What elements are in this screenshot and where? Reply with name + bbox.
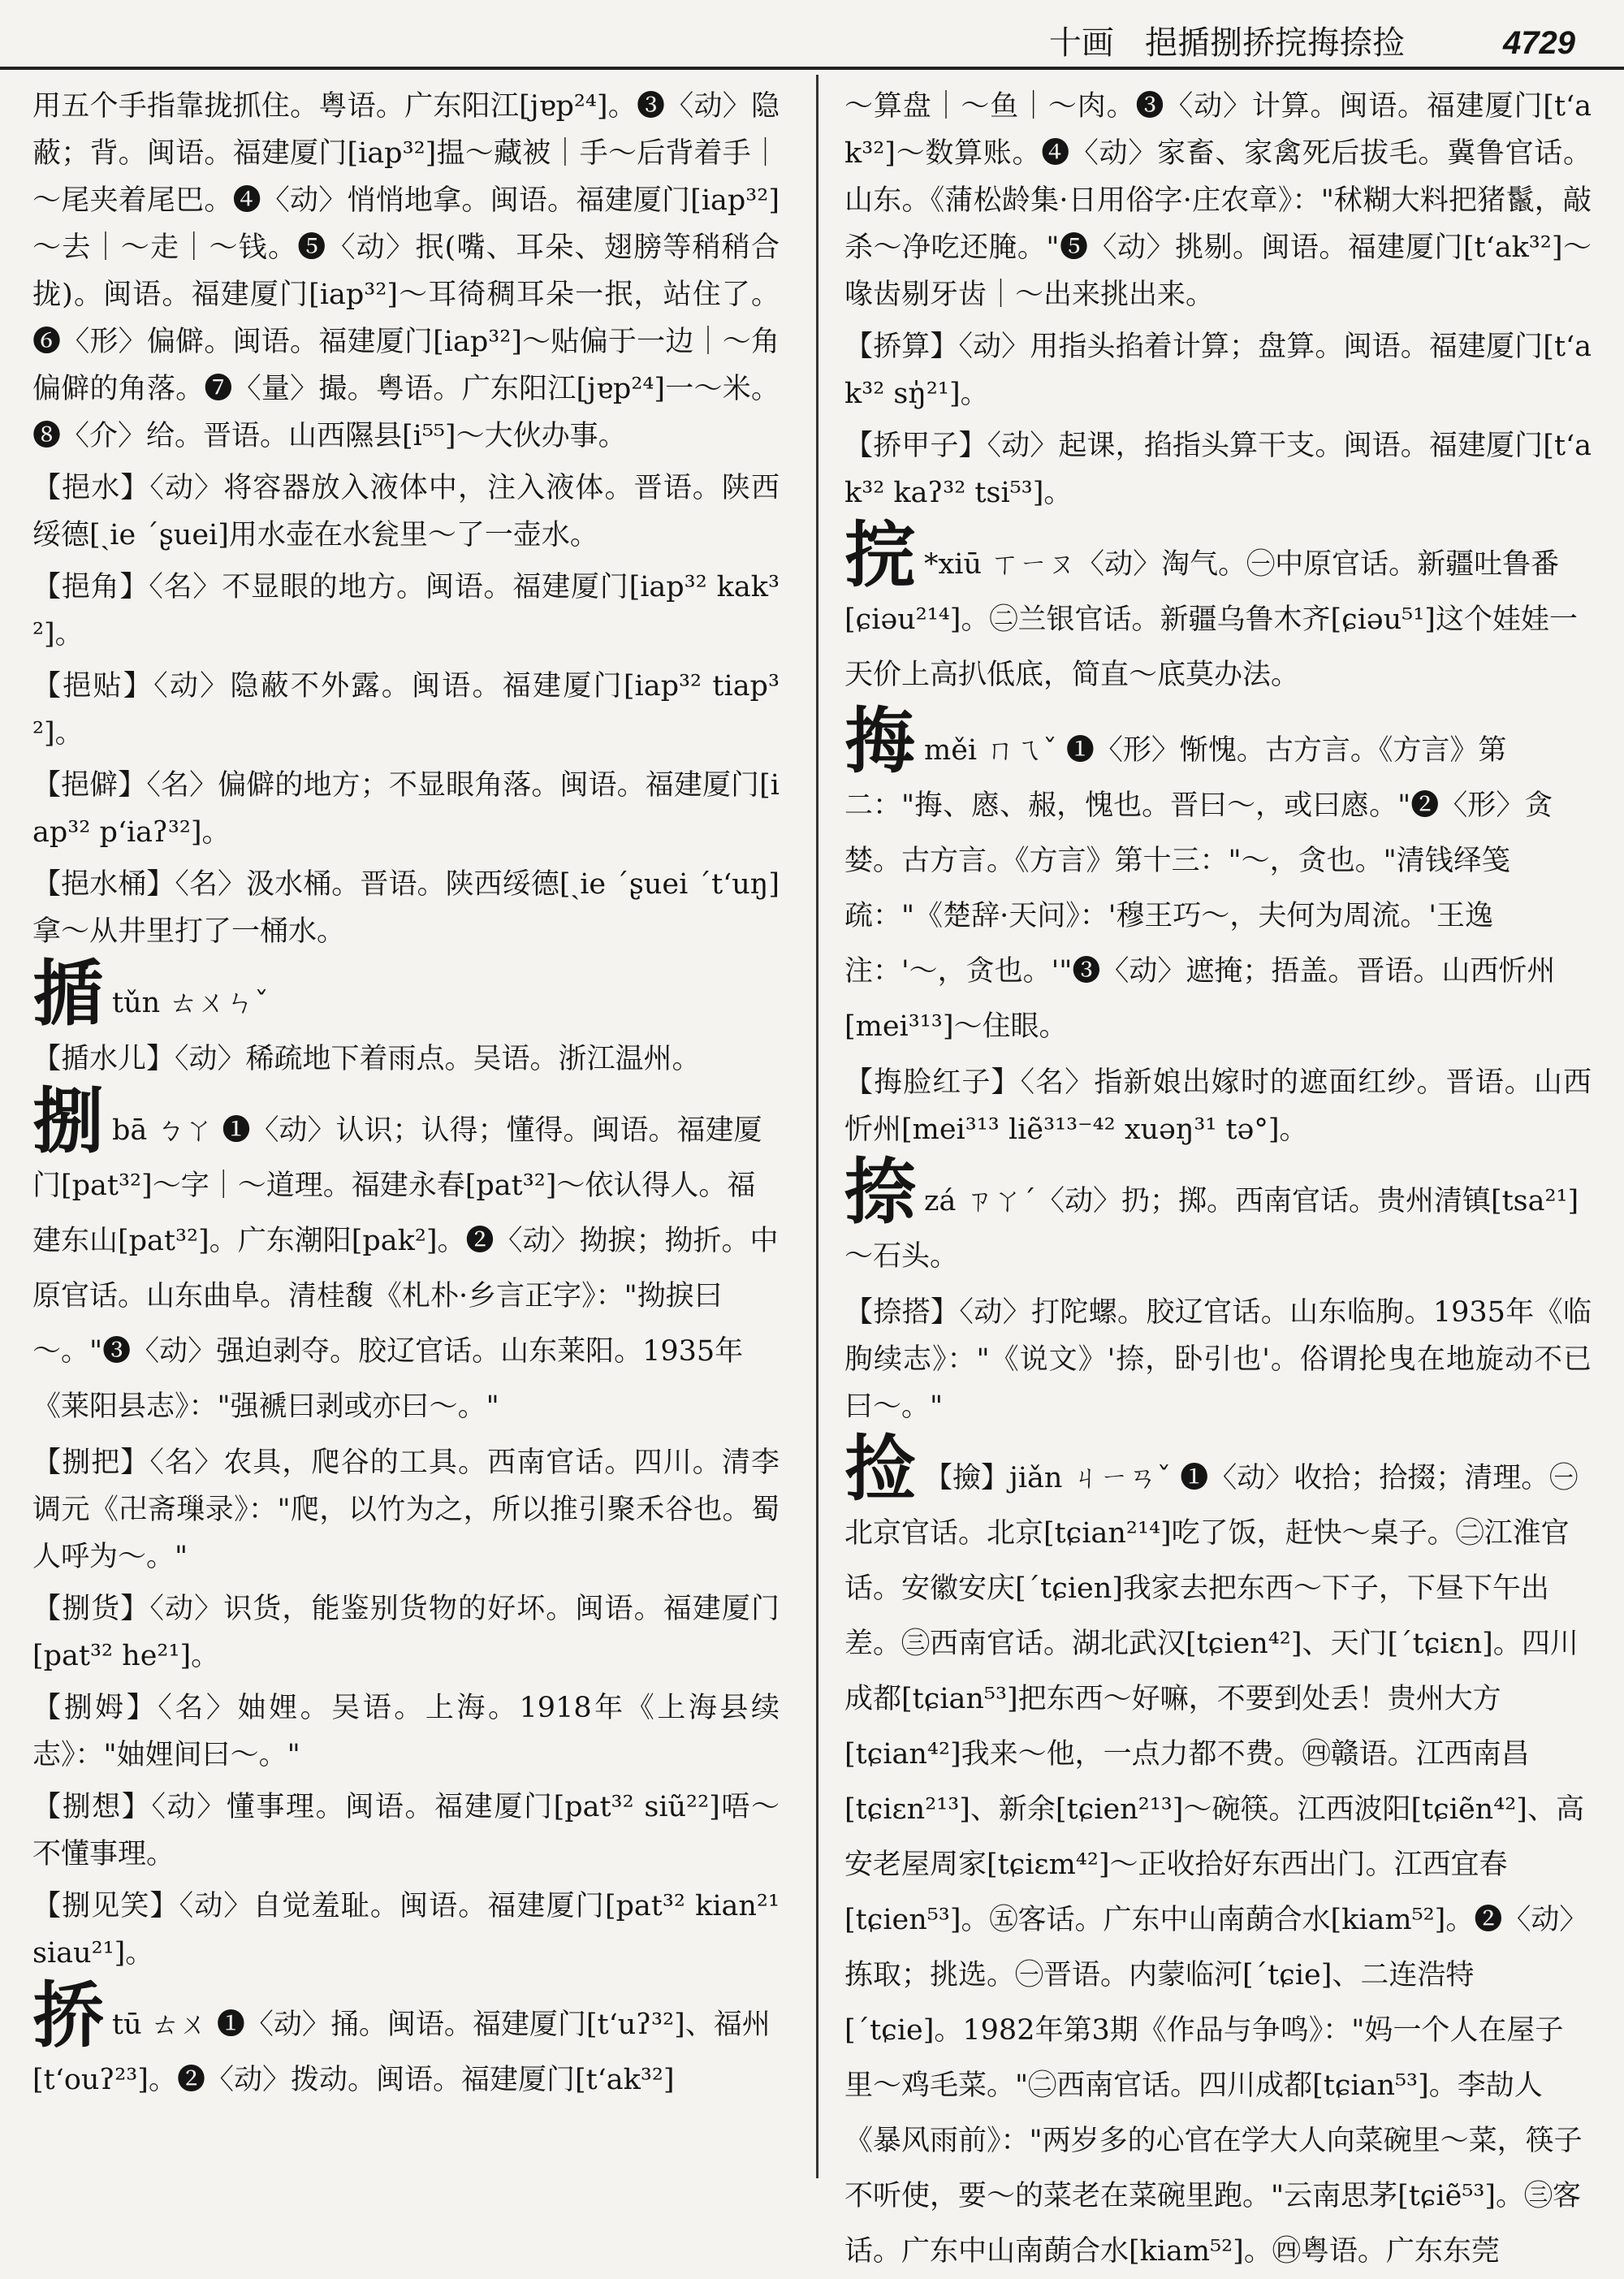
compound-entry: 【捌货】〈动〉识货，能鉴别货物的好坏。闽语。福建厦门[pat³² he²¹]。 [32, 1593, 780, 1672]
headword-definition: 【撿】jiǎn ㄐㄧㄢˇ ❶〈动〉收拾；拾掇；清理。㊀北京官话。北京[tɕian²¹⁴]吃了饭，赶快～桌子。㊁江淮官话。安徽安庆[ˊtɕien]我家去把东西～下子，下昼下午出差。㊂西南官话。湖北武汉[tɕien⁴²]、天门[ˊtɕiɛn]。四川成都[tɕian⁵³]把东西～好嘛，不要到处丢！贵州大方[tɕian⁴²]我来～他，一点力都不费。㊃赣语。江西南昌[tɕiɛn²¹³]、新余[tɕien²¹³]～碗筷。江西波阳[tɕiẽn⁴²]、高安老屋周家[tɕiɛm⁴²]～正收拾好东西出门。江西宜春[tɕien⁵³]。㊄客话。广东中山南蓢合水[kiam⁵²]。❷〈动〉拣取；挑选。㊀晋语。内蒙临河[ˊtɕie]、二连浩特[ˊtɕie]。1982年第3期《作品与争鸣》："妈一个人在屋子里～鸡毛菜。"㊁西南官话。四川成都[tɕian⁵³]。李劼人《暴风雨前》："两岁多的心官在学大人向菜碗里～菜，筷子不听使，要～的菜老在菜碗里跑。"云南思茅[tɕiẽ⁵³]。㊂客话。广东中山南蓢合水[kiam⁵²]。㊃粤语。广东东莞 [844, 1462, 1588, 2268]
compound-entry: 【挴脸红子】〈名〉指新娘出嫁时的遮面红纱。晋语。山西忻州[mei³¹³ liẽ³¹³⁻⁴² xuəŋ³¹ tə°]。 [844, 1066, 1592, 1146]
headword-char: 挴 [844, 699, 917, 783]
compound-entry: 【挢甲子】〈动〉起课，掐指头算干支。闽语。福建厦门[tʻak³² kaʔ³² tsi⁵³]。 [844, 430, 1592, 509]
compound-entry: 【捌见笑】〈动〉自觉羞耻。闽语。福建厦门[pat³² kian²¹ siau²¹]。 [32, 1890, 780, 1970]
headword-char: 揗 [32, 952, 105, 1036]
right-column [844, 83, 1592, 2268]
entry-text: ～算盘｜～鱼｜～肉。❸〈动〉计算。闽语。福建厦门[tʻak³²]～数算账。❹〈动〉家畜、家禽死后拔毛。冀鲁官话。山东。《蒲松龄集·日用俗字·庄农章》："秫糊大料把猪鬣，敲杀～净吃还腌。"❺〈动〉挑剔。闽语。福建厦门[tʻak³²]～喙齿剔牙齿｜～出来挑出来。 [844, 90, 1592, 311]
section-label: 十画 [1048, 24, 1114, 62]
compound-entry: 【揗水儿】〈动〉稀疏地下着雨点。吴语。浙江温州。 [32, 1043, 701, 1075]
headword-char: 捡 [844, 1427, 917, 1511]
headword-char: 捌 [32, 1079, 105, 1163]
compound-entry: 【挹贴】〈动〉隐蔽不外露。闽语。福建厦门[iap³² tiap³²]。 [32, 670, 780, 750]
compound-entry: 【捌把】〈名〉农具，爬谷的工具。西南官话。四川。清李调元《卍斋璅录》："爬，以竹为之，所以推引聚禾谷也。蜀人呼为～。" [32, 1447, 780, 1573]
headword-char: 捺 [844, 1150, 917, 1234]
headword-definition: bā ㄅㄚ ❶〈动〉认识；认得；懂得。闽语。福建厦门[pat³²]～字｜～道理。福建永春[pat³²]～依认得人。福建东山[pat³²]。广东潮阳[pak²]。❷〈动〉拗捩；拗折。中原官话。山东曲阜。清桂馥《札朴·乡言正字》："拗捩曰～。"❸〈动〉强迫剥夺。胶辽官话。山东莱阳。1935年《莱阳县志》："强褫曰剥或亦曰～。" [32, 1114, 779, 1423]
headword-entry [844, 513, 1592, 703]
page-number: 4729 [1503, 25, 1575, 61]
header-rule [0, 67, 1624, 70]
headword-entry [844, 699, 1592, 1054]
compound-entry: 【挹角】〈名〉不显眼的地方。闽语。福建厦门[iap³² kak³²]。 [32, 571, 780, 651]
headword-entry [32, 952, 780, 1036]
headword-definition: měi ㄇㄟˇ ❶〈形〉惭愧。古方言。《方言》第二："挴、㥷、赧，愧也。晋曰～，或曰㥷。"❷〈形〉贪婪。古方言。《方言》第十三："～，贪也。"清钱绎笺疏："《楚辞·天问》：'穆王巧～，夫何为周流。'王逸注：'～，贪也。'"❸〈动〉遮掩；捂盖。晋语。山西忻州[mei³¹³]～住眼。 [844, 734, 1556, 1043]
header-characters: 挹揗捌挢捖挴捺捡 [1145, 24, 1405, 62]
compound-entry: 【挢算】〈动〉用指头掐着计算；盘算。闽语。福建厦门[tʻak³² sŋ̍²¹]。 [844, 331, 1592, 410]
header-section-and-characters [1049, 18, 1405, 68]
headword-entry [32, 1079, 780, 1434]
headword-definition: *xiū ㄒㄧㄡ〈动〉淘气。㊀中原官话。新疆吐鲁番[ɕiəu²¹⁴]。㊁兰银官话。新疆乌鲁木齐[ɕiəu⁵¹]这个娃娃一天价上高扒低底，简直～底莫办法。 [844, 548, 1578, 691]
headword-definition: tū ㄊㄨ ❶〈动〉捅。闽语。福建厦门[tʻuʔ³²]、福州[tʻouʔ²³]。❷〈动〉拨动。闽语。福建厦门[tʻak³²] [32, 2009, 771, 2096]
compound-entry: 【挹僻】〈名〉偏僻的地方；不显眼角落。闽语。福建厦门[iap³² pʻiaʔ³²]。 [32, 769, 780, 849]
compound-entry: 【挹水】〈动〉将容器放入液体中，注入液体。晋语。陕西绥德[ˏie ˊʂuei]用水壶在水瓮里～了一壶水。 [32, 472, 780, 551]
headword-char: 捖 [844, 513, 917, 597]
compound-entry: 【捺搭】〈动〉打陀螺。胶辽官话。山东临朐。1935年《临朐续志》："《说文》'捺，卧引也'。俗谓抡曳在地旋动不已曰～。" [844, 1296, 1592, 1423]
compound-entry: 【挹水桶】〈名〉汲水桶。晋语。陕西绥德[ˏie ˊʂuei ˊtʻuŋ]拿～从井里打了一桶水。 [32, 868, 780, 948]
headword-char: 挢 [32, 1974, 105, 2057]
headword-entry [844, 1150, 1592, 1284]
entry-text: 用五个手指靠拢抓住。粤语。广东阳江[jɐp²⁴]。❸〈动〉隐蔽；背。闽语。福建厦门[iap³²]揾～藏被｜手～后背着手｜～尾夹着尾巴。❹〈动〉悄悄地拿。闽语。福建厦门[iap³²]～去｜～走｜～钱。❺〈动〉抿(嘴、耳朵、翅膀等稍稍合拢)。闽语。福建厦门[iap³²]～耳徛稠耳朵一抿，站住了。❻〈形〉偏僻。闽语。福建厦门[iap³²]～贴偏于一边｜～角偏僻的角落。❼〈量〉撮。粤语。广东阳江[jɐp²⁴]一～米。❽〈介〉给。晋语。山西隰县[i⁵⁵]～大伙办事。 [32, 90, 780, 452]
headword-entry [32, 1974, 780, 2108]
compound-entry: 【捌姆】〈名〉妯娌。吴语。上海。1918年《上海县续志》："妯娌间曰～。" [32, 1692, 780, 1771]
headword-definition: zá ㄗㄚˊ〈动〉扔；掷。西南官话。贵州清镇[tsa²¹]～石头。 [844, 1185, 1579, 1273]
left-column [32, 83, 780, 2178]
column-divider [816, 75, 818, 2178]
page-header [812, 18, 1575, 68]
headword-definition: tǔn ㄊㄨㄣˇ [112, 987, 269, 1019]
headword-entry [844, 1427, 1592, 2279]
compound-entry: 【捌想】〈动〉懂事理。闽语。福建厦门[pat³² siũ²²]唔～不懂事理。 [32, 1791, 780, 1870]
